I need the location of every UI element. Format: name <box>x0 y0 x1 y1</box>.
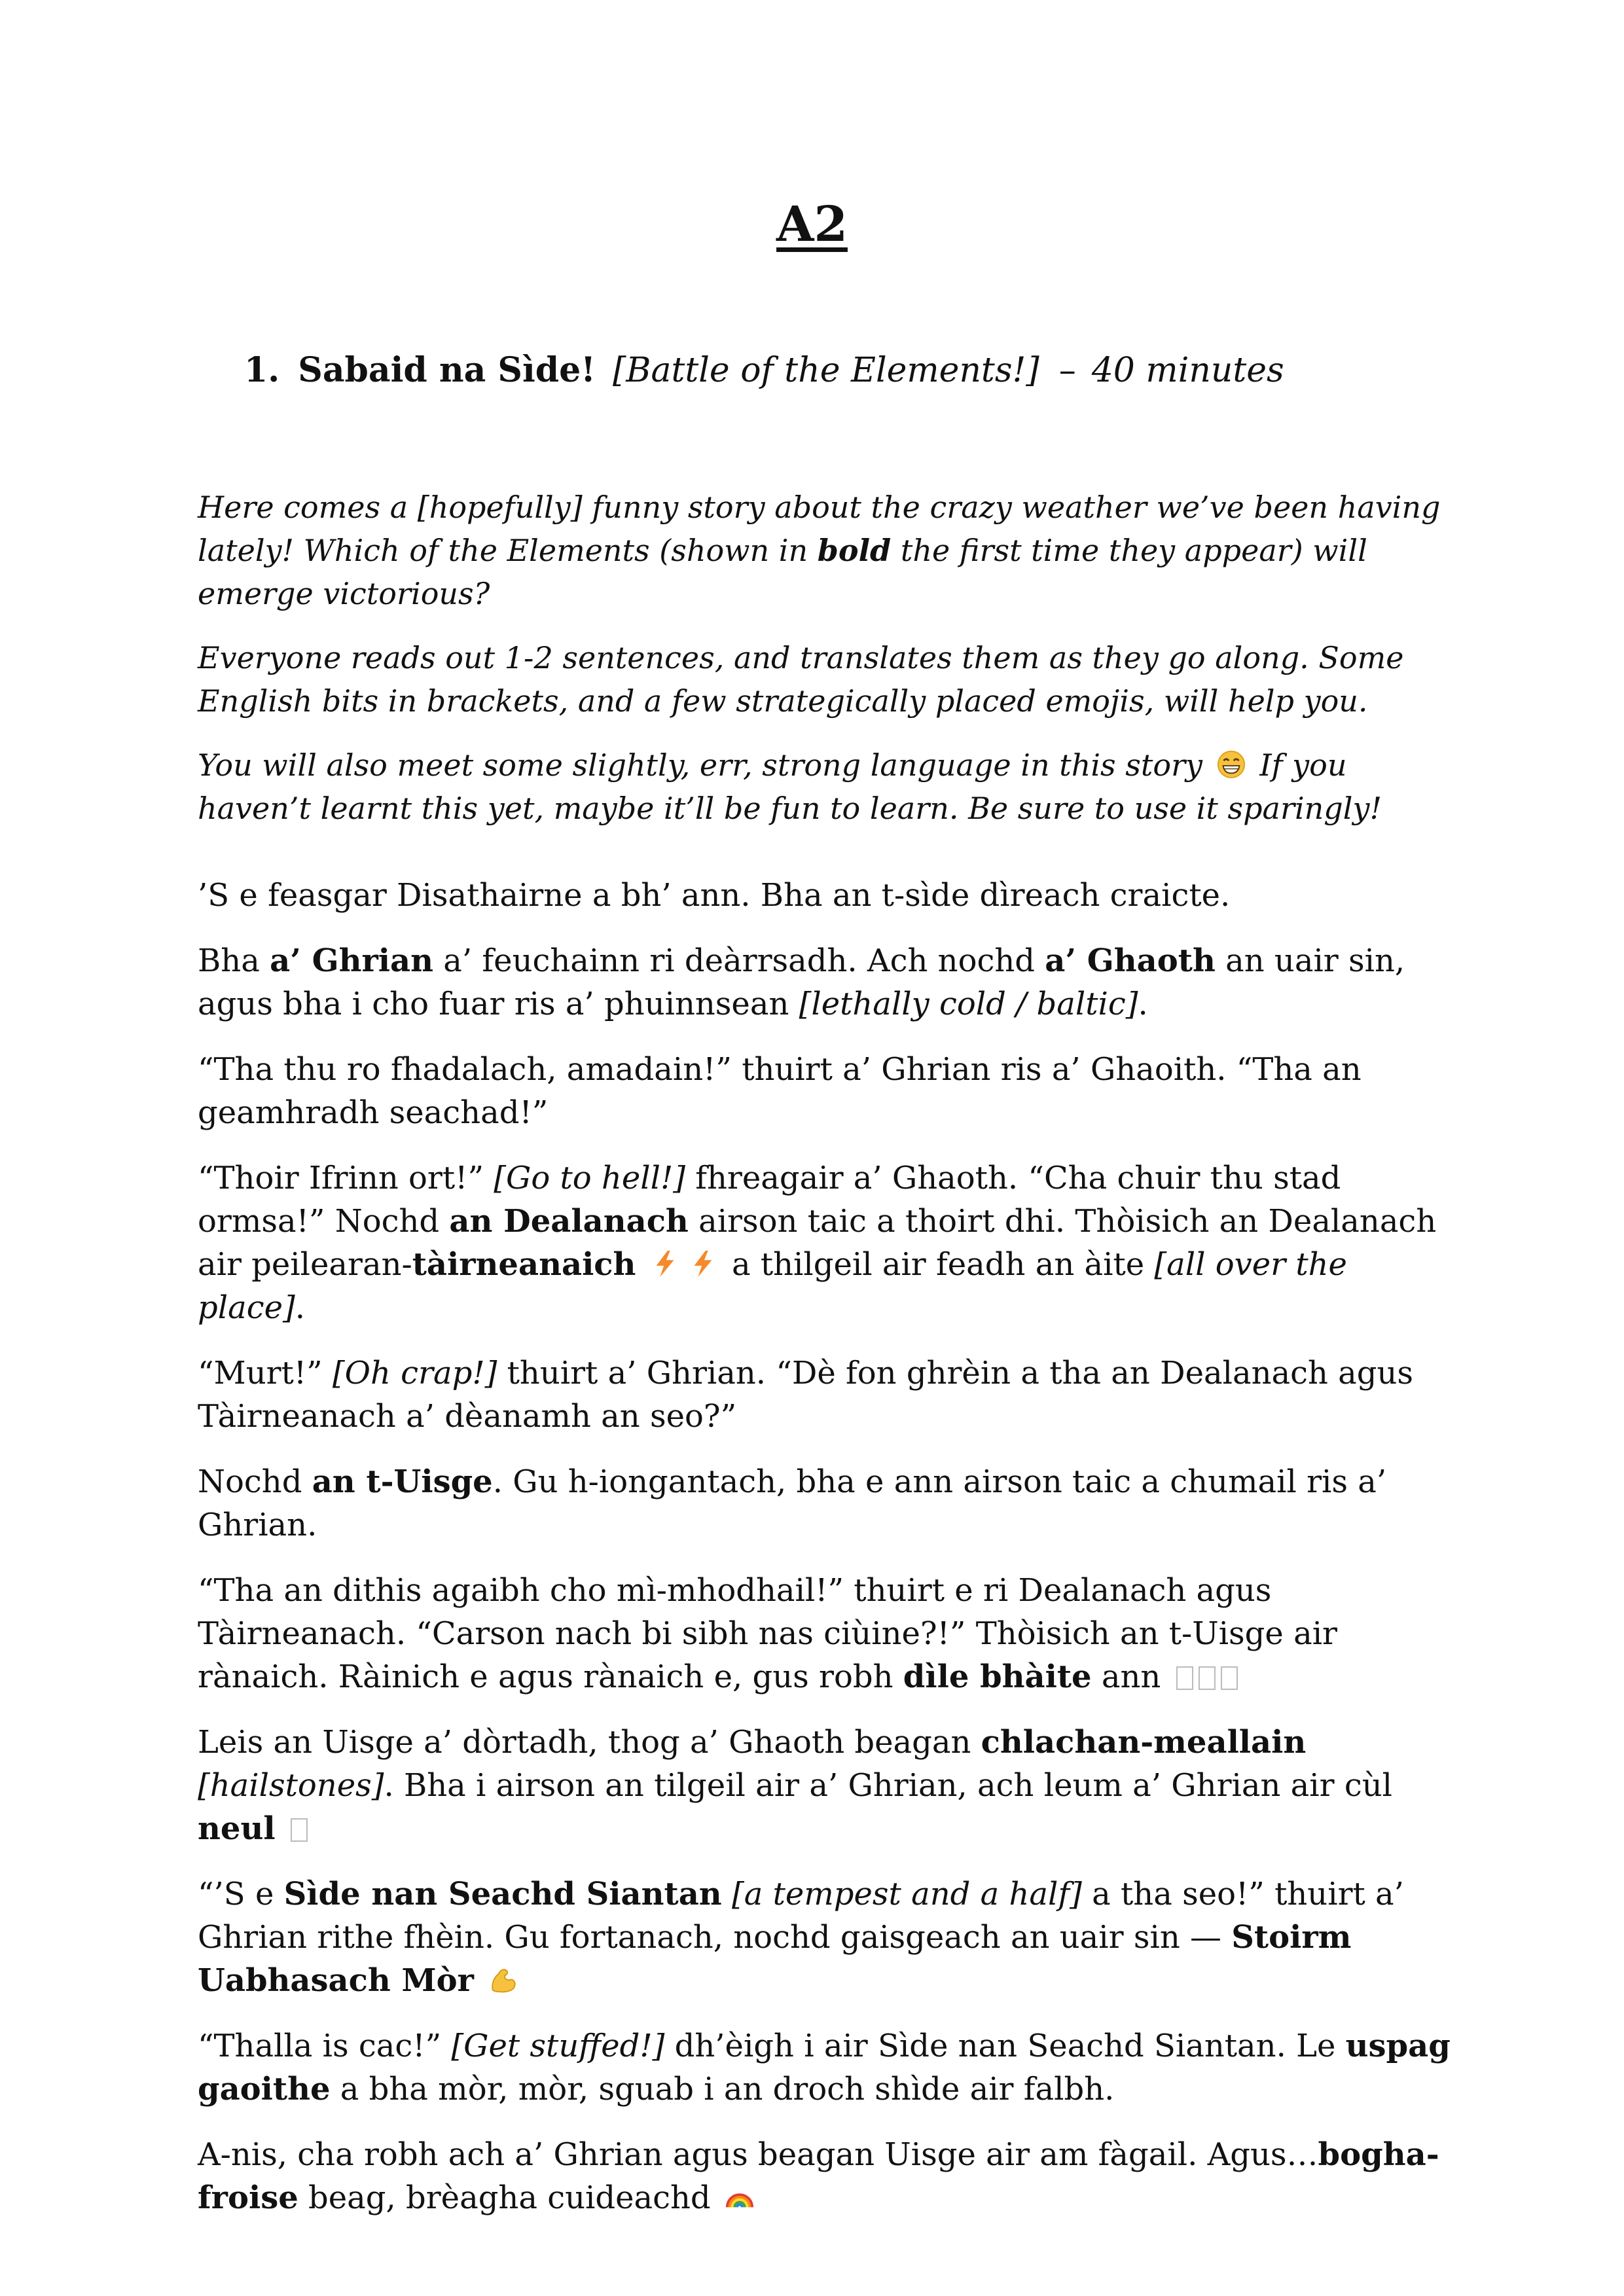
story-text: an uair sin, agus bha i cho fuar ris a’ phuinnsean <box>198 942 1405 1022</box>
story-text: . Gu h-iongantach, bha e ann airson taic a chumail ris a’ Ghrian. <box>198 1463 1387 1543</box>
intro-text: If you haven’t learnt this yet, maybe it’ll be fun to learn. Be sure to use it sparingly! <box>198 747 1382 826</box>
english-gloss: [Get stuffed!] <box>451 2028 665 2064</box>
english-gloss: [Oh crap!] <box>332 1355 497 1391</box>
section-heading <box>244 350 1284 390</box>
story-paragraph-8 <box>198 1721 1454 1850</box>
missing-glyph-icon <box>1176 1666 1193 1690</box>
story-text: a bha mòr, mòr, sguab i an droch shìde air falbh. <box>330 2071 1115 2108</box>
story-paragraph-1: ’S e feasgar Disathairne a bh’ ann. Bha an t-sìde dìreach craicte. <box>198 877 1231 914</box>
element-term: uspag gaoithe <box>198 2028 1451 2108</box>
story-block <box>198 874 1454 2242</box>
element-term: a’ Ghaoth <box>1045 942 1216 979</box>
intro-paragraph-1 <box>198 486 1454 615</box>
rainbow-emoji-icon <box>725 2182 755 2212</box>
element-term: tàirneanaich <box>412 1246 636 1283</box>
muscle-emoji-icon <box>488 1965 518 1995</box>
intro-text: Here comes a [hopefully] funny story about the crazy weather we’ve been having lately! Which of the Elements (shown in <box>198 490 1441 568</box>
page-title: A2 <box>776 196 848 253</box>
story-text: . <box>1138 986 1148 1022</box>
section-duration: 40 minutes <box>1091 351 1284 390</box>
english-gloss: [Go to hell!] <box>494 1160 685 1196</box>
story-paragraph-11 <box>198 2133 1454 2219</box>
story-paragraph-6 <box>198 1460 1454 1547</box>
section-number: 1. <box>244 350 280 390</box>
story-paragraph-9 <box>198 1873 1454 2002</box>
story-paragraph-10 <box>198 2024 1454 2111</box>
story-text: “’S e <box>198 1876 284 1912</box>
intro-bold-word: bold <box>817 533 892 568</box>
missing-glyph-icon <box>291 1818 308 1842</box>
intro-text: the first time they appear) will emerge victorious? <box>198 533 1367 611</box>
section-gloss: [Battle of the Elements!] <box>613 351 1039 390</box>
element-term: Stoirm Uabhasach Mòr <box>198 1919 1352 1999</box>
intro-paragraph-2: Everyone reads out 1-2 sentences, and translates them as they go along. Some English bits in brackets, and a few strategically placed emojis, will help you. <box>198 640 1404 719</box>
element-term: chlachan-meallain <box>981 1724 1307 1761</box>
english-gloss: [hailstones] <box>198 1767 384 1804</box>
story-text: a tha seo!” thuirt a’ Ghrian rithe fhèin. Gu fortanach, nochd gaisgeach an uair sin — <box>198 1876 1404 1956</box>
story-paragraph-3: “Tha thu ro fhadalach, amadain!” thuirt a’ Ghrian ris a’ Ghaoith. “Tha an geamhradh seachad!” <box>198 1051 1362 1131</box>
story-text: ann <box>1091 1659 1161 1695</box>
story-text: Nochd <box>198 1463 312 1500</box>
story-text: “Thalla is cac!” <box>198 2028 452 2064</box>
section-dash: – <box>1058 351 1076 390</box>
story-paragraph-2 <box>198 939 1454 1026</box>
intro-paragraph-3 <box>198 744 1454 830</box>
story-text: airson taic a thoirt dhi. Thòisich an Dealanach air peilearan- <box>198 1203 1437 1283</box>
element-term: a’ Ghrian <box>270 942 433 979</box>
element-term: an Dealanach <box>449 1203 689 1240</box>
element-term: dìle bhàite <box>903 1659 1092 1695</box>
english-gloss: [a tempest and a half] <box>721 1876 1082 1912</box>
english-gloss: [all over the place] <box>198 1246 1347 1326</box>
lightning-emoji-icon <box>688 1249 718 1279</box>
story-text: Leis an Uisge a’ dòrtadh, thog a’ Ghaoth beagan <box>198 1724 981 1761</box>
lightning-emoji-icon <box>650 1249 680 1279</box>
story-paragraph-4 <box>198 1157 1454 1329</box>
story-text: . Bha i airson an tilgeil air a’ Ghrian, ach leum a’ Ghrian air cùl <box>384 1767 1392 1804</box>
story-text: Bha <box>198 942 270 979</box>
section-name: Sabaid na Sìde! <box>298 350 596 390</box>
missing-glyph-icon <box>1199 1666 1216 1690</box>
story-text: a thilgeil air feadh an àite <box>721 1246 1155 1283</box>
element-term: neul <box>198 1810 276 1847</box>
story-text: a’ feuchainn ri deàrrsadh. Ach nochd <box>433 942 1045 979</box>
english-gloss: [lethally cold / baltic] <box>799 986 1138 1022</box>
element-term: Sìde nan Seachd Siantan <box>283 1876 722 1912</box>
story-text: beag, brèagha cuideachd <box>298 2179 711 2216</box>
story-text: dh’èigh i air Sìde nan Seachd Siantan. Le <box>664 2028 1346 2064</box>
story-text: A-nis, cha robh ach a’ Ghrian agus beagan Uisge air am fàgail. Agus… <box>198 2136 1318 2173</box>
grin-emoji-icon <box>1216 749 1246 780</box>
story-text: “Thoir Ifrinn ort!” <box>198 1160 494 1196</box>
story-text: thuirt a’ Ghrian. “Dè fon ghrèin a tha an Dealanach agus Tàirneanach a’ dèanamh an seo?” <box>198 1355 1414 1435</box>
element-term: bogha-froise <box>198 2136 1439 2216</box>
story-text: . <box>295 1289 305 1326</box>
element-term: an t-Uisge <box>312 1463 493 1500</box>
story-paragraph-5 <box>198 1352 1454 1438</box>
intro-text: You will also meet some slightly, err, strong language in this story <box>198 747 1203 783</box>
intro-block <box>198 486 1454 851</box>
story-paragraph-7 <box>198 1569 1454 1698</box>
story-text: fhreagair a’ Ghaoth. “Cha chuir thu stad ormsa!” Nochd <box>198 1160 1341 1240</box>
missing-glyph-icon <box>1221 1666 1238 1690</box>
story-text: “Tha an dithis agaibh cho mì-mhodhail!” thuirt e ri Dealanach agus Tàirneanach. “Carson nach bi sibh nas ciùine?!” Thòisich an t-Uisge air rànaich. Ràinich e agus rànaich e, gus robh <box>198 1572 1337 1695</box>
story-text: “Murt!” <box>198 1355 333 1391</box>
